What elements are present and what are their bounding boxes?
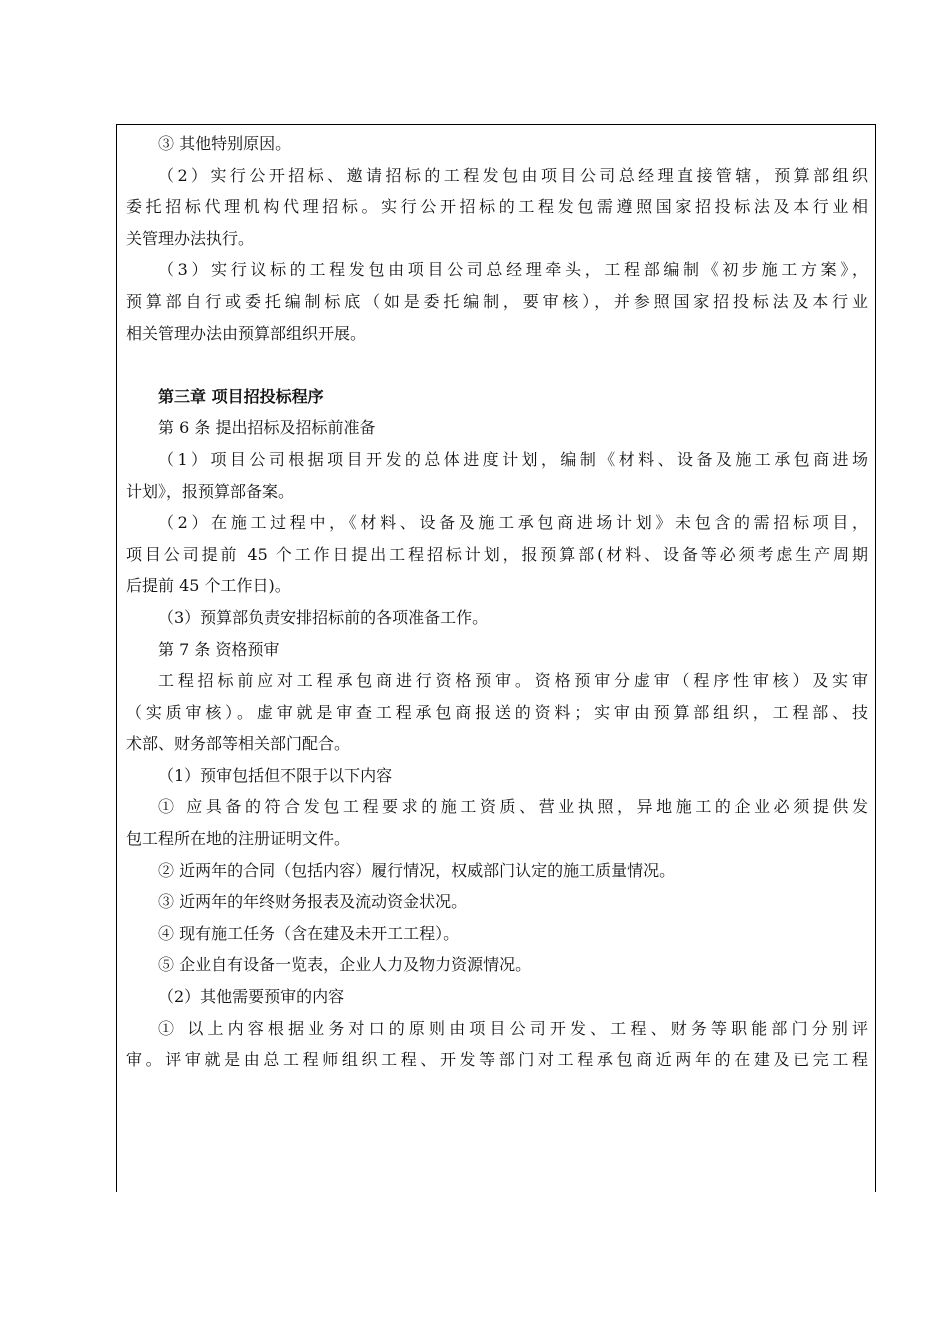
chapter-heading: 第三章 项目招投标程序 bbox=[158, 386, 324, 406]
text-line: 项目公司提前 45 个工作日提出工程招标计划，报预算部(材料、设备等必须考虑生产周期 bbox=[126, 544, 868, 564]
text-line: （3）实行议标的工程发包由项目公司总经理牵头，工程部编制《初步施工方案》， bbox=[158, 260, 868, 280]
text-line: （1）预审包括但不限于以下内容 bbox=[158, 765, 393, 785]
text-line: 第 7 条 资格预审 bbox=[158, 639, 280, 659]
text-line: 预算部自行或委托编制标底（如是委托编制，要审核），并参照国家招投标法及本行业 bbox=[126, 291, 868, 311]
text-line: 包工程所在地的注册证明文件。 bbox=[126, 829, 351, 849]
text-line: 后提前 45 个工作日)。 bbox=[126, 576, 291, 596]
text-line: 工程招标前应对工程承包商进行资格预审。资格预审分虚审（程序性审核）及实审 bbox=[158, 671, 868, 691]
text-line: （2）在施工过程中，《材料、设备及施工承包商进场计划》未包含的需招标项目， bbox=[158, 513, 868, 533]
text-line: 审。评审就是由总工程师组织工程、开发等部门对工程承包商近两年的在建及已完工程 bbox=[126, 1050, 868, 1070]
text-line: 术部、财务部等相关部门配合。 bbox=[126, 734, 351, 754]
text-line: ④ 现有施工任务（含在建及未开工工程）。 bbox=[158, 923, 460, 943]
text-line: 关管理办法执行。 bbox=[126, 228, 255, 248]
text-line: 第 6 条 提出招标及招标前准备 bbox=[158, 418, 376, 438]
table-cell-frame bbox=[116, 124, 876, 1192]
text-line: （1）项目公司根据项目开发的总体进度计划，编制《材料、设备及施工承包商进场 bbox=[158, 449, 868, 469]
text-line: （3）预算部负责安排招标前的各项准备工作。 bbox=[158, 607, 489, 627]
text-line: ② 近两年的合同（包括内容）履行情况，权威部门认定的施工质量情况。 bbox=[158, 860, 676, 880]
text-line: ③ 近两年的年终财务报表及流动资金状况。 bbox=[158, 892, 468, 912]
text-line: ① 应具备的符合发包工程要求的施工资质、营业执照，异地施工的企业必须提供发 bbox=[158, 797, 868, 817]
document-body bbox=[126, 128, 868, 1076]
text-line: ① 以上内容根据业务对口的原则由项目公司开发、工程、财务等职能部门分别评 bbox=[158, 1018, 868, 1038]
text-line: 委托招标代理机构代理招标。实行公开招标的工程发包需遵照国家招投标法及本行业相 bbox=[126, 197, 868, 217]
blank-line bbox=[126, 349, 868, 381]
text-line: ③ 其他特别原因。 bbox=[158, 134, 292, 153]
text-line: （2）实行公开招标、邀请招标的工程发包由项目公司总经理直接管辖，预算部组织 bbox=[158, 165, 868, 185]
text-line: ⑤ 企业自有设备一览表，企业人力及物力资源情况。 bbox=[158, 955, 532, 975]
text-line: 计划》，报预算部备案。 bbox=[126, 481, 295, 501]
text-line: （2）其他需要预审的内容 bbox=[158, 987, 345, 1007]
text-line: （实质审核）。虚审就是审查工程承包商报送的资料；实审由预算部组织，工程部、技 bbox=[126, 702, 868, 722]
text-line: 相关管理办法由预算部组织开展。 bbox=[126, 323, 367, 343]
